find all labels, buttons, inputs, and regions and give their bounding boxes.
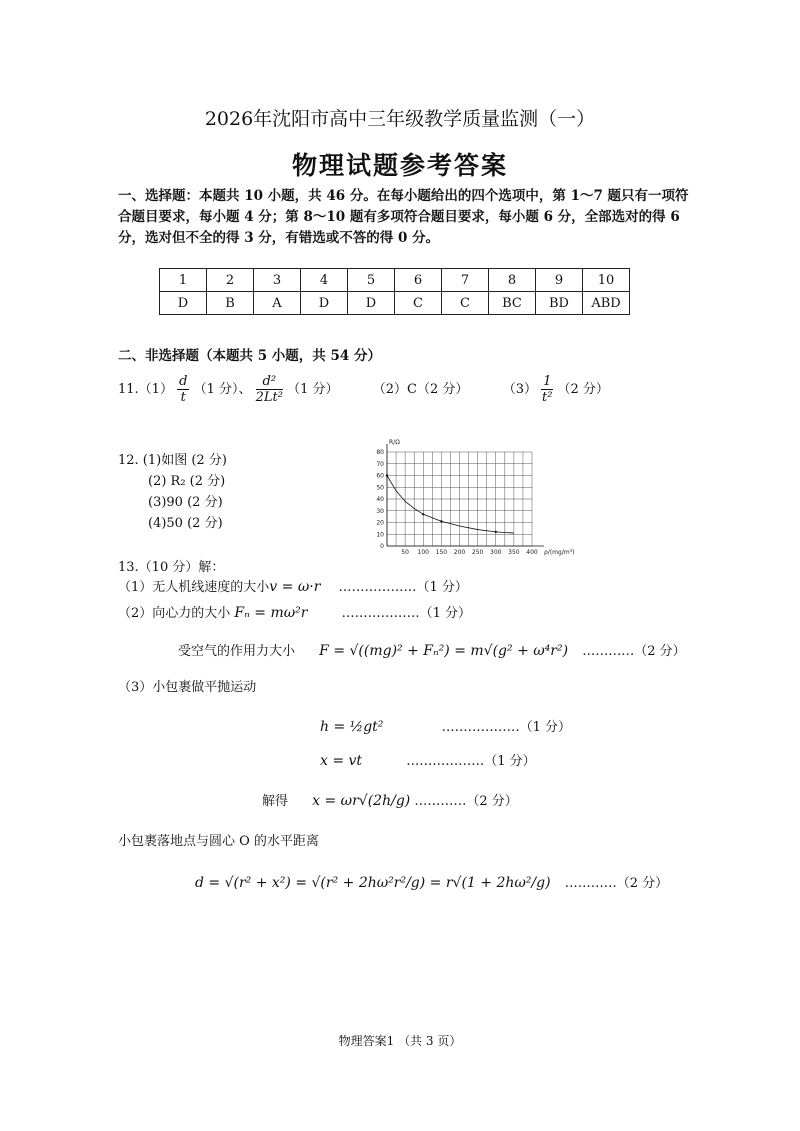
q13-head: 13.（10 分）解： [118, 560, 225, 575]
qnum: 9 [536, 269, 583, 292]
chart-point [422, 513, 424, 515]
x-tick-label: 300 [490, 549, 502, 556]
chart-point [386, 474, 388, 476]
q13-step3: 受空气的作用力大小 F = √((mg)² + Fₙ²) = m√(g² + ω⁴r²) …………（2 分） [178, 643, 686, 659]
q12-line1: 12. (1)如图 (2 分) [118, 453, 227, 468]
q13-step9: d = √(r² + x²) = √(r² + 2hω²r²/g) = r√(1 + 2hω²/g) …………（2 分） [195, 875, 669, 891]
q11-frac3: $\frac{1}{\text{t²}}$ [542, 374, 553, 405]
y-tick-label: 50 [376, 484, 384, 492]
page-footer: 物理答案1 （共 3 页） [338, 1034, 462, 1048]
q13-formula-x: x = vt [320, 753, 363, 769]
x-tick-label: 250 [471, 549, 484, 556]
q13-formula-d: d = √(r² + x²) = √(r² + 2hω²r²/g) = r√(1 + 2hω²/g) [195, 875, 551, 891]
qnum: 7 [442, 269, 489, 292]
x-tick-label: 150 [435, 549, 448, 556]
q13-step5: h = ½gt² ………………（1 分） [320, 719, 571, 735]
y-tick-label: 30 [376, 507, 384, 515]
chart-ylabel: R/Ω [389, 439, 400, 446]
chart-grid [387, 444, 544, 546]
section2-heading: 二、非选择题（本题共 5 小题，共 54 分） [118, 348, 381, 364]
q13-formula-h: h = ½gt² [320, 719, 384, 735]
r-rho-chart [365, 430, 575, 560]
q13-step2: （2）向心力的大小 Fₙ = mω²r ………………（1 分） [118, 605, 471, 621]
q13-step1: （1）无人机线速度的大小v = ω·r ………………（1 分） [118, 579, 468, 595]
answer: ABD [583, 292, 630, 315]
q11-frac1: $\frac{d}{t}$ [179, 374, 188, 405]
answer: B [207, 292, 254, 315]
x-tick-label: 100 [417, 549, 429, 556]
exam-header: 2026年沈阳市高中三年级教学质量监测（一） [204, 108, 596, 130]
y-tick-label: 80 [376, 449, 384, 456]
answer: C [395, 292, 442, 315]
q11-score1: （1 分）、 [193, 382, 252, 397]
q12-line3: (3)90 (2 分) [148, 495, 223, 510]
qnum: 3 [254, 269, 301, 292]
x-tick-label: 350 [508, 549, 520, 556]
section1-instructions: 一、选择题：本题共 10 小题，共 46 分。在每小题给出的四个选项中，第 1～7 题只有一项符合题目要求，每小题 4 分；第 8～10 题有多项符合题目要求，每小题 6 分，全部选对的得 6 分，选对但不全的得 3 分，有错选或不答的得 0 分。 [118, 188, 689, 246]
chart-xlabel: ρ/(mg/m³) [544, 549, 575, 556]
q11-number: 11.（1） [118, 382, 173, 397]
q11-part2: （2）C（2 分） [372, 382, 469, 397]
answer: A [254, 292, 301, 315]
page-title: 物理试题参考答案 [291, 151, 508, 180]
q13-step6: x = vt ………………（1 分） [320, 753, 536, 769]
q12-line4: (4)50 (2 分) [148, 516, 223, 531]
qnum: 8 [489, 269, 536, 292]
y-tick-label: 0 [380, 543, 384, 550]
q13-formula-result: x = ωr√(2h/g) [312, 793, 411, 809]
q11-score2: （1 分） [287, 382, 339, 397]
qnum: 5 [348, 269, 395, 292]
q13-step7: 解得 x = ωr√(2h/g) …………（2 分） [262, 793, 518, 809]
q11-score3: （2 分） [557, 382, 609, 397]
x-tick-label: 200 [453, 549, 466, 556]
q13-step4: （3）小包裹做平抛运动 [118, 680, 257, 695]
q11-line [118, 374, 609, 405]
y-tick-label: 10 [376, 531, 384, 539]
chart-point [495, 531, 497, 533]
qnum: 1 [160, 269, 207, 292]
qnum: 4 [301, 269, 348, 292]
y-tick-label: 20 [376, 519, 384, 527]
answer-table-numbers [160, 269, 630, 292]
answer: BD [536, 292, 583, 315]
answer-table [159, 268, 630, 315]
answer: D [301, 292, 348, 315]
y-tick-label: 40 [376, 496, 384, 503]
qnum: 2 [207, 269, 254, 292]
q13-formula-v: v = ω·r [269, 579, 321, 595]
q12-block [118, 450, 227, 534]
x-tick-label: 50 [401, 549, 409, 556]
answer-table-answers [160, 292, 630, 315]
answer: C [442, 292, 489, 315]
q11-part3-label: （3） [502, 382, 537, 397]
x-tick-label: 400 [526, 549, 538, 556]
q13-formula-fn: Fₙ = mω²r [234, 605, 308, 621]
q11-frac2: $\frac{\text{d²}}{\text{2Lt²}}$ [255, 374, 283, 405]
answer: D [160, 292, 207, 315]
qnum: 10 [583, 269, 630, 292]
y-tick-label: 70 [376, 460, 384, 468]
y-tick-label: 60 [376, 472, 384, 480]
q13-formula-f: F = √((mg)² + Fₙ²) = m√(g² + ω⁴r²) [319, 643, 569, 659]
qnum: 6 [395, 269, 442, 292]
answer: D [348, 292, 395, 315]
q12-line2: (2) R₂ (2 分) [148, 474, 226, 489]
answer: BC [489, 292, 536, 315]
q13-step8: 小包裹落地点与圆心 O 的水平距离 [118, 834, 319, 849]
chart-point [440, 520, 442, 522]
